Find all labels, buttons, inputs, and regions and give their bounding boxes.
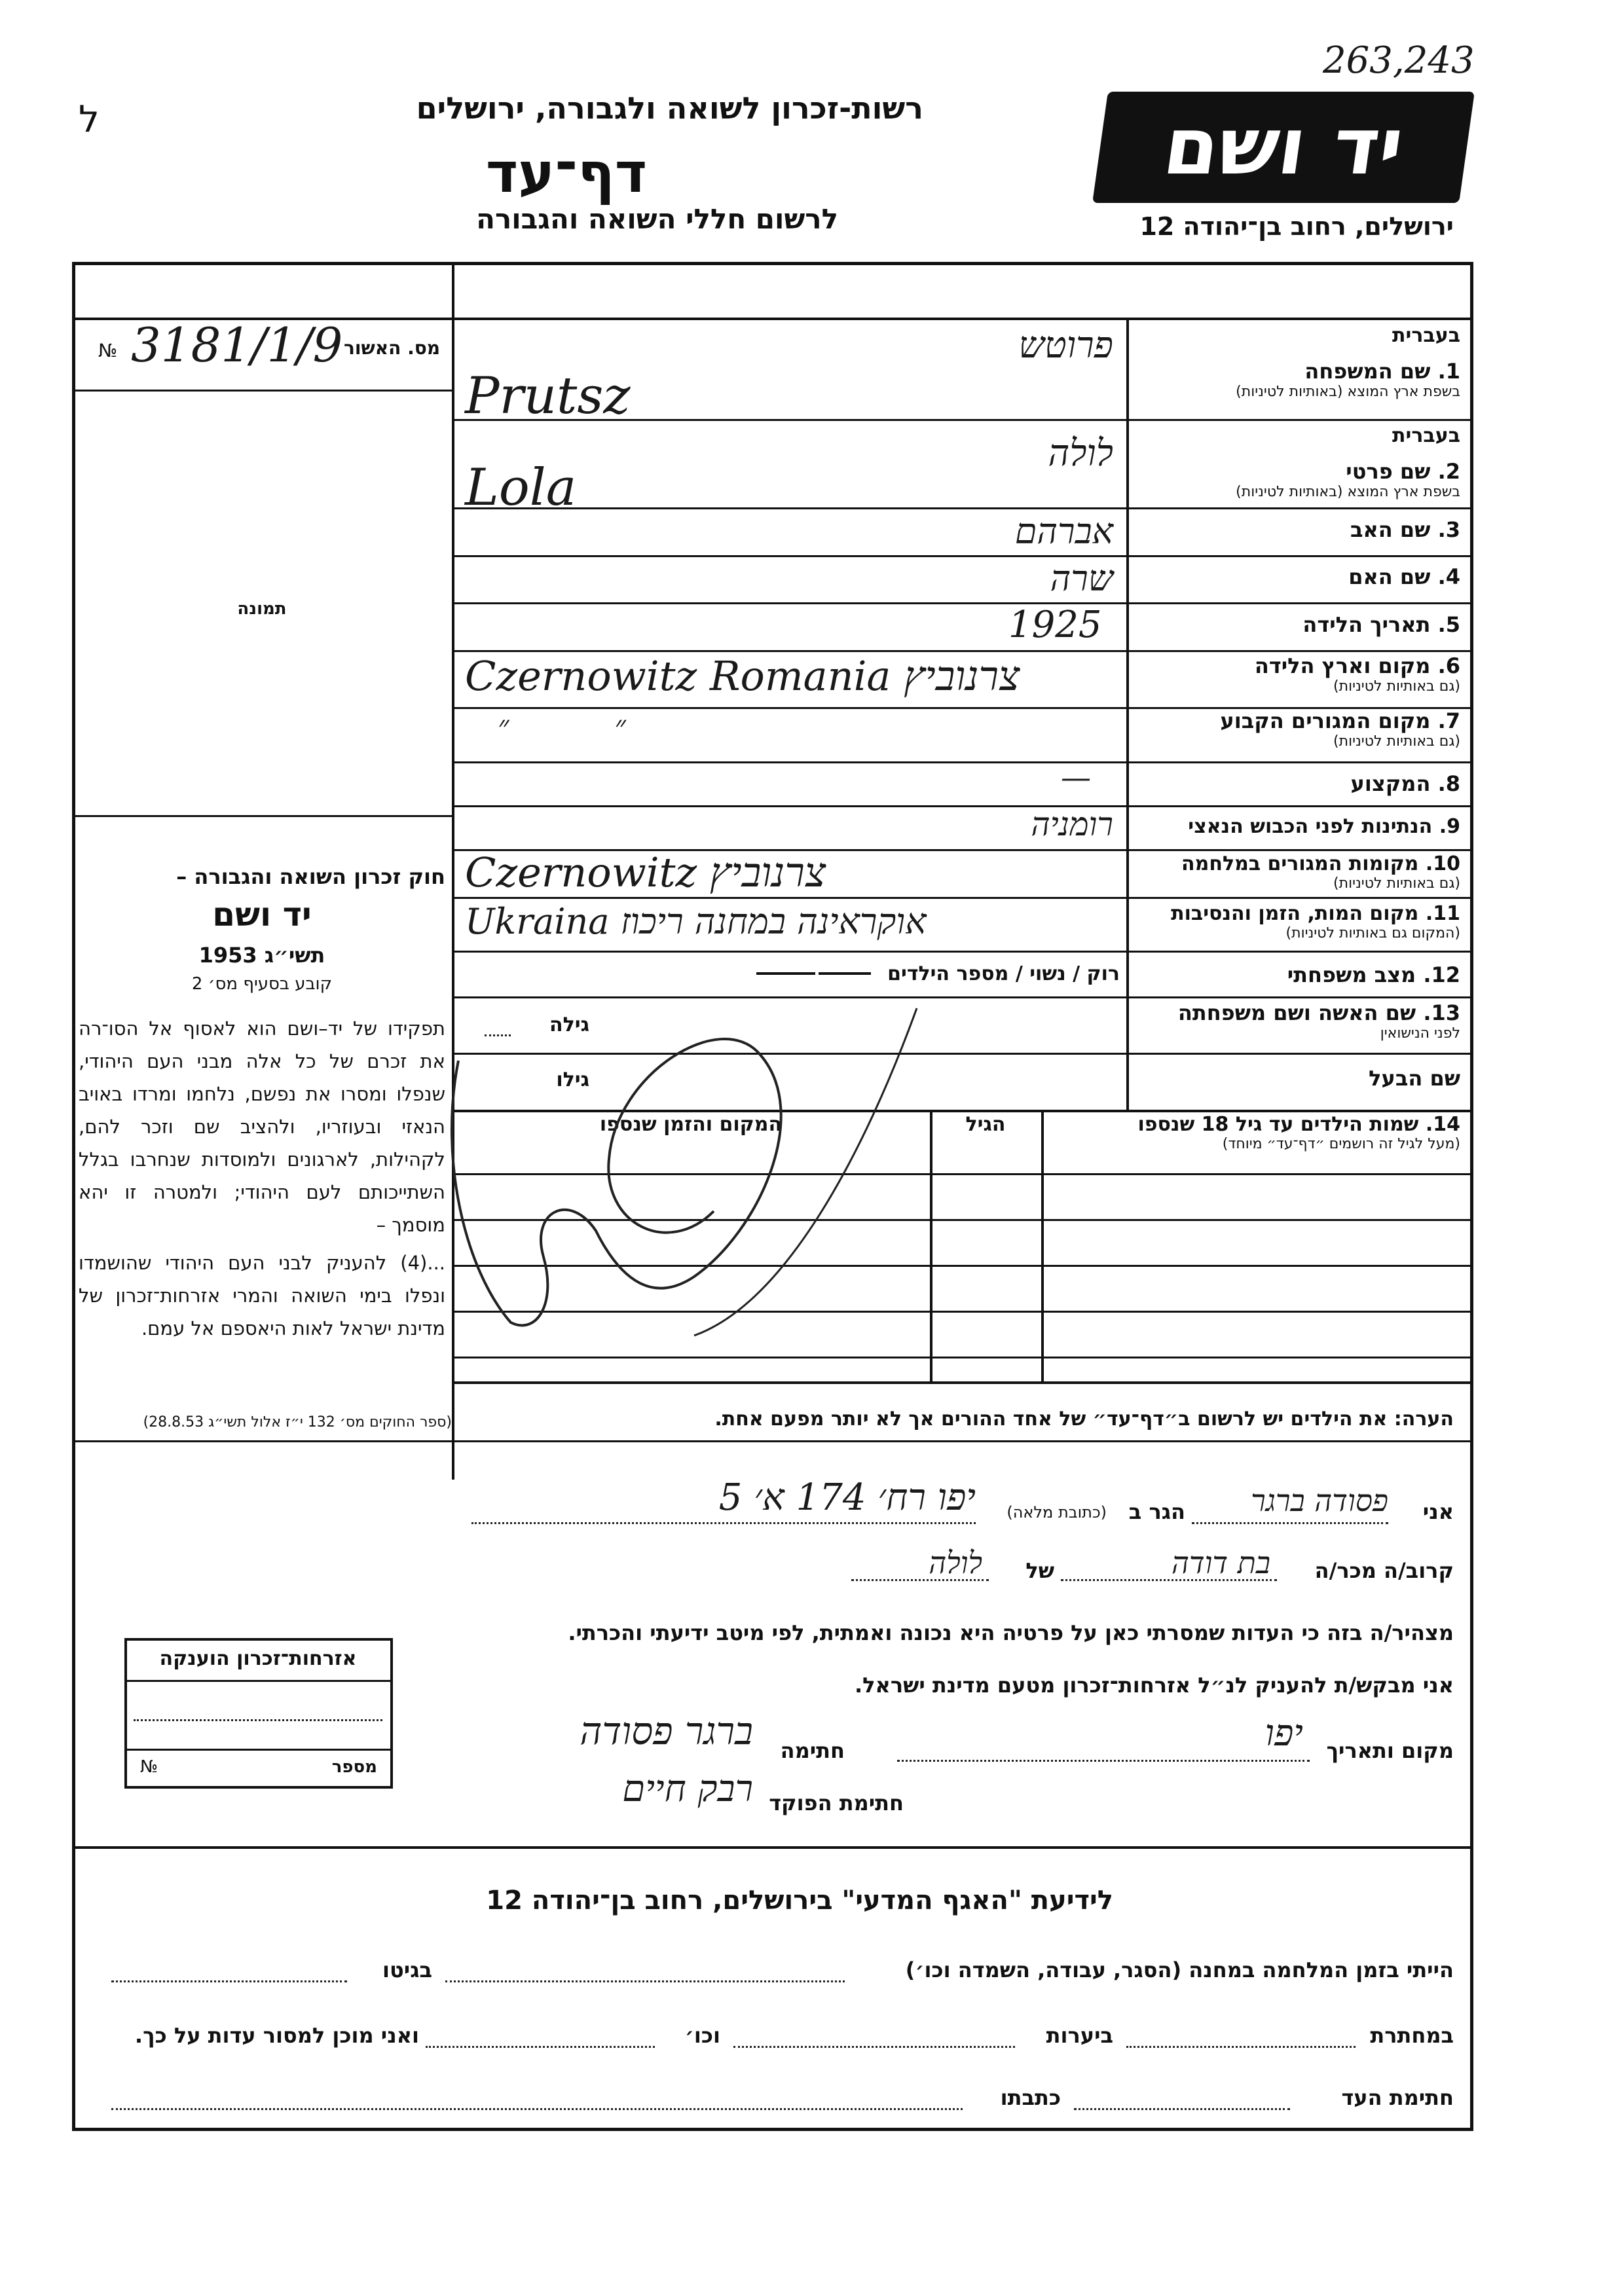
- profession-value: —: [1061, 759, 1091, 795]
- place-date-value: יפו: [1264, 1712, 1303, 1755]
- field-2-label: בעברית 2. שם פרטי בשפת ארץ המוצא (באותיות לטיניות): [1236, 424, 1460, 500]
- husband-age-label: גילו: [556, 1068, 589, 1091]
- declarant-name-value: פסודה ברגר: [1251, 1483, 1388, 1518]
- wartime-residence-value: Czernowitz צרנוביץ: [465, 848, 826, 896]
- family-name-hebrew: פרוטש: [1018, 324, 1113, 367]
- birth-date-value: 1925: [1008, 604, 1102, 646]
- declarant-resides-label: הגר ב: [1128, 1499, 1185, 1524]
- footer-ghetto-label: בגיטו: [382, 1958, 432, 1982]
- field-5-label: 5. תאריך הלידה: [1302, 612, 1460, 637]
- footer-title: לידיעת "האגף המדעי" בירושלים, רחוב בן־יהודה 12: [486, 1886, 1113, 1916]
- photo-label: תמונה: [237, 599, 287, 619]
- first-name-hebrew: לולה: [1048, 432, 1113, 475]
- marital-status-options: רוק / נשוי / מספר הילדים: [887, 962, 1120, 985]
- cancel-scribble: [419, 995, 956, 1349]
- footer-camp-label: הייתי בזמן המלחמה במחנה (הסגר, עבודה, השמדה וכו׳): [905, 1958, 1454, 1982]
- death-place-value: Ukraina אוקראינה במחנה ריכוז: [465, 901, 927, 942]
- relation-label: קרוב/ה מכר/ה: [1314, 1558, 1454, 1583]
- margin-mark: ל: [79, 98, 100, 141]
- footer-forests-label: ביערות: [1046, 2023, 1113, 2048]
- of-label: של: [1025, 1558, 1054, 1583]
- birth-place-value: Czernowitz Romania צרנוביץ: [465, 652, 1020, 700]
- form-subtitle: לרשום חללי השואה והגבורה: [476, 203, 838, 235]
- declarant-address-value: יפו רח׳ 174 א׳ 5: [718, 1476, 976, 1519]
- officer-signature-label: חתימת הפוקד: [769, 1791, 904, 1815]
- declarant-i-label: אני: [1422, 1499, 1454, 1524]
- field-3-label: 3. שם האב: [1350, 517, 1460, 542]
- footer-underground-label: במחתרת: [1370, 2023, 1454, 2048]
- strike-children: [756, 972, 815, 975]
- field-6-label: 6. מקום וארץ הלידה (גם באותיות לטיניות): [1254, 653, 1460, 695]
- relation-of-value: לולה: [929, 1545, 982, 1580]
- archive-number: 263,243: [1323, 39, 1475, 82]
- form-note: הערה: את הילדים יש לרשום ב״דף־עד״ של אחד ההורים אך לא יותר מפעם אחת.: [714, 1408, 1454, 1430]
- mother-name-value: שרה: [1050, 558, 1113, 599]
- authority-title: רשות-זכרון לשואה ולגבורה, ירושלים: [416, 90, 923, 126]
- father-name-value: אברהם: [1014, 511, 1113, 552]
- field-13-label: 13. שם האשה ושם משפחתה לפני הנישואין: [1177, 1000, 1460, 1042]
- declaration-text: מצהיר/ה בזה כי העדות שמסרתי כאן על פרטיה היא נכונה ואמתית, לפי מיטב ידיעתי והכרתי.: [568, 1620, 1454, 1645]
- children-place-header: המקום והזמן שנספו: [599, 1113, 783, 1136]
- relation-value: בת דודה: [1171, 1545, 1270, 1580]
- husband-name-label: שם הבעל: [1369, 1066, 1460, 1091]
- permanent-residence-value: ״ ״: [498, 708, 626, 744]
- family-name-latin: Prutsz: [465, 367, 631, 426]
- law-text: חוק זכרון השואה והגבורה – יד ושם תשי״ג 1953 קובע בסעיף מס׳ 2 תפקידו של יד–ושם הוא לאסוף אל הסו־רה את זכרם של כל אלה מבני העם היהודי, שנפלו ומסרו את נפשם, נלחמו ומרדו באויב הנאזי ובעוזריו, ולהציב שם וזכר להם, לקהילות, לארגונים ולמוסדות שנחרבו בגלל השתייכותם לעם היהודי; ולמטרה זו יהא מוסמך – ...(4) להעניק לבני העם היהודי שהושמדו ונפלו בימי השואה והמרי אזרחות־זכרון של מדינת ישראל לאות היאספם אל עמם.: [79, 864, 445, 1339]
- officer-signature-value: רבק חיים: [622, 1768, 753, 1810]
- field-7-label: 7. מקום המגורים הקבוע (גם באותיות לטיניות): [1220, 708, 1460, 750]
- signature-value: ברגר פסודה: [580, 1709, 753, 1753]
- citizenship-box: אזרחות־זכרון הוענקה מספר №: [124, 1638, 393, 1789]
- footer-witness-signature-label: חתימת העד: [1341, 2085, 1454, 2110]
- strike-married: [819, 972, 871, 975]
- address-line: ירושלים, רחוב בן־יהודה 12: [1139, 212, 1454, 241]
- field-9-label: 9. הנתינות לפני הכבוש הנאצי: [1188, 815, 1460, 838]
- field-12-label: 12. מצב משפחתי: [1287, 962, 1460, 987]
- full-address-hint: (כתובת מלאה): [1006, 1503, 1107, 1522]
- approval-box: מס. האשור 3181/1/9 №: [98, 318, 440, 373]
- nationality-value: רומניה: [1031, 805, 1113, 843]
- field-4-label: 4. שם האם: [1348, 564, 1460, 589]
- children-age-header: הגיל: [965, 1113, 1006, 1136]
- approval-number: 3181/1/9: [131, 318, 343, 373]
- field-1-label: בעברית 1. שם המשפחה בשפת ארץ המוצא (באותיות לטיניות): [1236, 324, 1460, 400]
- law-reference: (ספר החוקים מס׳ 132 י״ז אלול תשי״ג 28.8.53): [143, 1414, 452, 1430]
- citizenship-request: אני מבקש/ת להעניק לנ״ל אזרחות־זכרון מטעם מדינת ישראל.: [855, 1673, 1454, 1698]
- footer-testimony-text: ואני מוכן למסור עדות על כך.: [134, 2023, 419, 2048]
- yad-vashem-logo: יד ושם: [1092, 92, 1475, 203]
- first-name-latin: Lola: [465, 458, 577, 517]
- footer-address-label: כתבתו: [1000, 2085, 1061, 2110]
- wife-age-label: גילה: [549, 1013, 589, 1036]
- place-date-label: מקום ותאריך: [1326, 1738, 1454, 1763]
- field-8-label: 8. המקצוע: [1350, 771, 1460, 796]
- footer-etc-label: וכו׳: [684, 2023, 720, 2048]
- form-title: דף־עד: [485, 141, 648, 205]
- field-10-label: 10. מקומות המגורים במלחמה (גם באותיות לטיניות): [1181, 852, 1460, 892]
- children-header: 14. שמות הילדים עד גיל 18 שנספו (מעל לגיל זה רושמים ״דף־עד״ מיוחד): [1137, 1113, 1460, 1152]
- signature-label: חתימה: [780, 1738, 845, 1763]
- field-11-label: 11. מקום המות, הזמן והנסיבות (המקום גם באותיות לטיניות): [1171, 902, 1460, 941]
